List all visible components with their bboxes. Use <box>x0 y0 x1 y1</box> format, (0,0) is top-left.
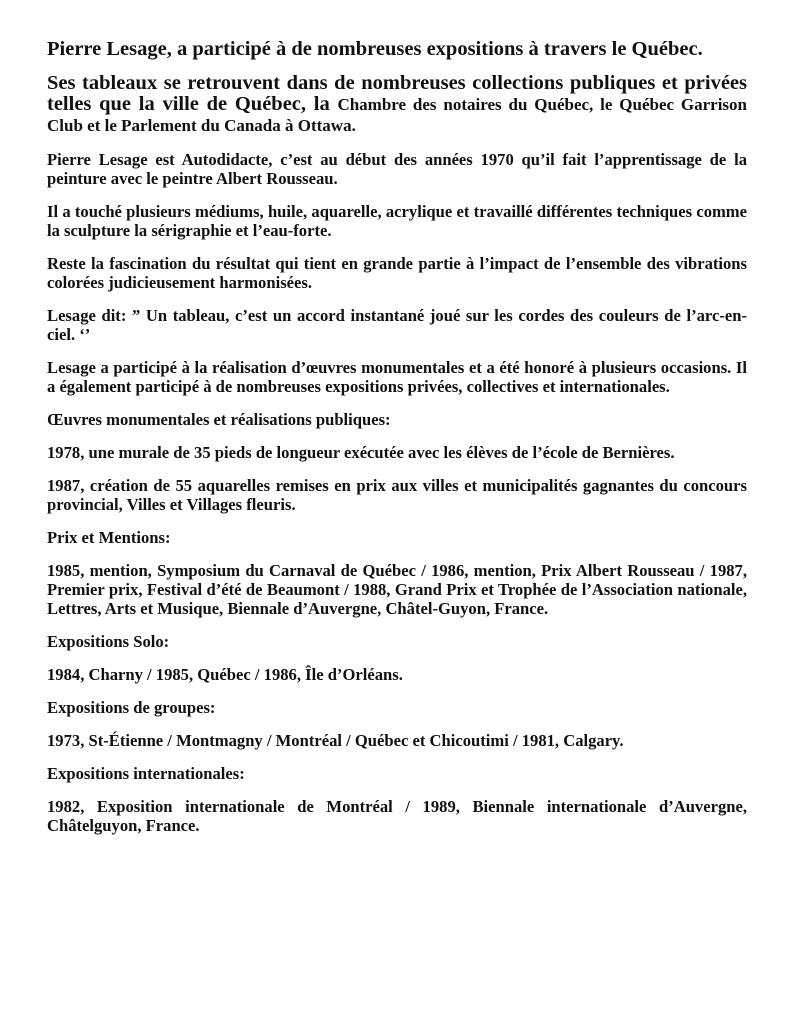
awards-paragraph: 1985, mention, Symposium du Carnaval de Québec / 1986, mention, Prix Albert Rousseau / 1987, Premier prix, Festival d’été de Beaumont / 1988, Grand Prix et Trophée de l’Association nationale, Lettres, Arts et Musique, Biennale d’Auvergne, Châtel-Guyon, France. <box>47 561 747 618</box>
international-exhibitions-paragraph: 1982, Exposition internationale de Montréal / 1989, Biennale internationale d’Auvergne, Châtelguyon, France. <box>47 797 747 835</box>
honors-paragraph: Lesage a participé à la réalisation d’œuvres monumentales et a été honoré à plusieurs occasions. Il a également participé à de nombreuses expositions privées, collectives et internationales. <box>47 358 747 396</box>
solo-exhibitions-heading: Expositions Solo: <box>47 632 170 651</box>
quote-paragraph: Lesage dit: ” Un tableau, c’est un accord instantané joué sur les cordes des couleurs de l’arc-en-ciel. ‘’ <box>47 306 747 344</box>
group-exhibitions-heading: Expositions de groupes: <box>47 698 216 717</box>
awards-heading: Prix et Mentions: <box>47 528 171 547</box>
group-exhibitions-paragraph: 1973, St-Étienne / Montmagny / Montréal / Québec et Chicoutimi / 1981, Calgary. <box>47 731 624 750</box>
mediums-paragraph: Il a touché plusieurs médiums, huile, aquarelle, acrylique et travaillé différentes techniques comme la sculpture la sérigraphie et l’eau-forte. <box>47 202 747 240</box>
collections-text-small: Chambre des notaires du Québec, le Québec Garrison Club et le Parlement du Canada à Ottawa. <box>47 95 748 135</box>
intro-paragraph: Pierre Lesage, a participé à de nombreuses expositions à travers le Québec. <box>47 38 703 60</box>
fascination-paragraph: Reste la fascination du résultat qui tient en grande partie à l’impact de l’ensemble des vibrations colorées judicieusement harmonisées. <box>47 254 747 292</box>
solo-exhibitions-paragraph: 1984, Charny / 1985, Québec / 1986, Île d’Orléans. <box>47 665 403 684</box>
mural-1978-paragraph: 1978, une murale de 35 pieds de longueur exécutée avec les élèves de l’école de Bernières. <box>47 443 675 462</box>
international-exhibitions-heading: Expositions internationales: <box>47 764 245 783</box>
collections-paragraph <box>47 73 747 136</box>
collections-text-large: Ses tableaux se retrouvent dans de nombreuses collections publiques et privées telles que la ville de Québec, la <box>47 72 747 115</box>
document-page <box>47 38 747 835</box>
monumental-works-heading: Œuvres monumentales et réalisations publiques: <box>47 410 391 429</box>
autodidact-paragraph: Pierre Lesage est Autodidacte, c’est au début des années 1970 qu’il fait l’apprentissage de la peinture avec le peintre Albert Rousseau. <box>47 150 747 188</box>
watercolors-1987-paragraph: 1987, création de 55 aquarelles remises en prix aux villes et municipalités gagnantes du concours provincial, Villes et Villages fleuris. <box>47 476 747 514</box>
